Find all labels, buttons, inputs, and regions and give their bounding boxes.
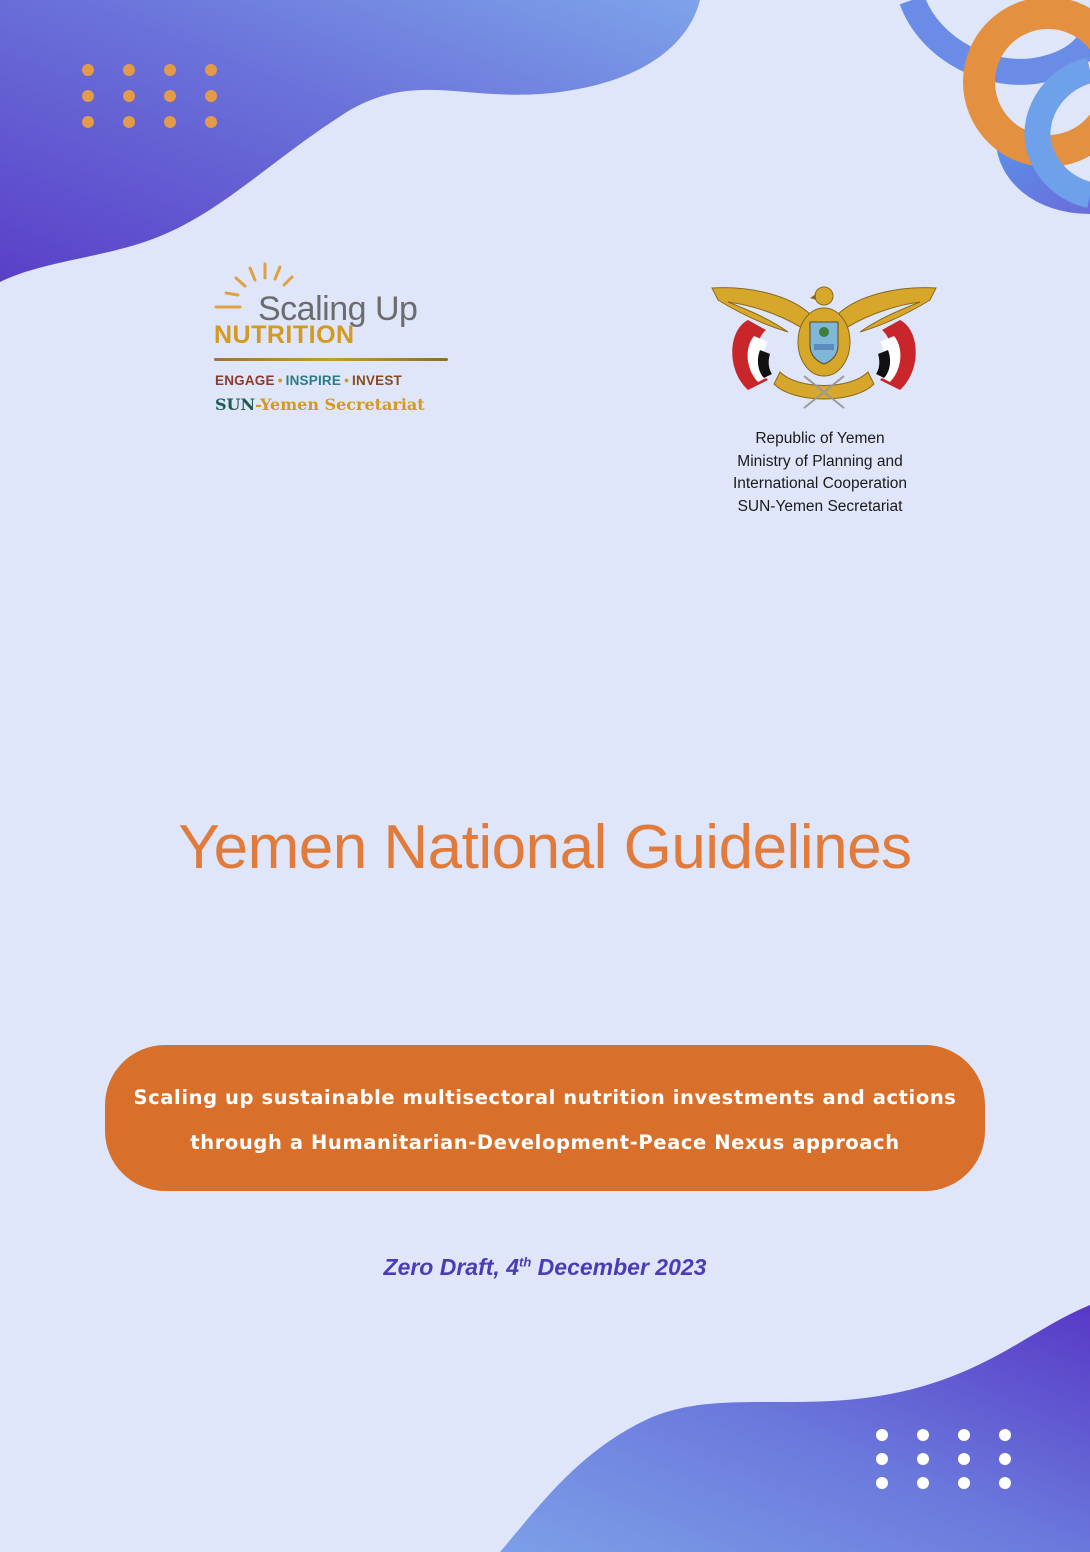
ministry-block [690,428,950,518]
sun-logo [212,262,462,422]
tagline-engage: ENGAGE [215,373,275,388]
decorative-dots-top [82,64,217,128]
top-right-rings [912,0,1090,200]
sun-logo-scaling-up: Scaling Up [258,290,418,328]
ministry-line-4: SUN-Yemen Secretariat [737,497,903,515]
sun-logo-secretariat: SUN-Yemen Secretariat [215,395,425,414]
subtitle-line-2: through a Humanitarian-Development-Peace Nexus approach [190,1131,900,1154]
subtitle-line-1: Scaling up sustainable multisectoral nutrition investments and actions [133,1086,957,1109]
decorative-dots-bottom [876,1429,1011,1489]
ministry-line-2: Ministry of Planning and [737,452,903,470]
tagline-invest: INVEST [352,373,402,388]
yemen-coat-of-arms-icon [708,280,940,420]
document-title: Yemen National Guidelines [178,813,912,882]
top-left-wave [0,0,700,282]
ministry-line-3: International Cooperation [732,475,908,492]
draft-date: Zero Draft, 4th December 2023 [383,1254,707,1280]
tagline-inspire: INSPIRE [285,373,342,388]
sun-logo-divider [214,358,448,361]
sun-logo-nutrition: NUTRITION [214,321,355,349]
ministry-line-1: Republic of Yemen [755,430,885,447]
subtitle-banner [105,1045,985,1191]
sun-logo-tagline: ENGAGE • INSPIRE • INVEST [215,373,402,388]
